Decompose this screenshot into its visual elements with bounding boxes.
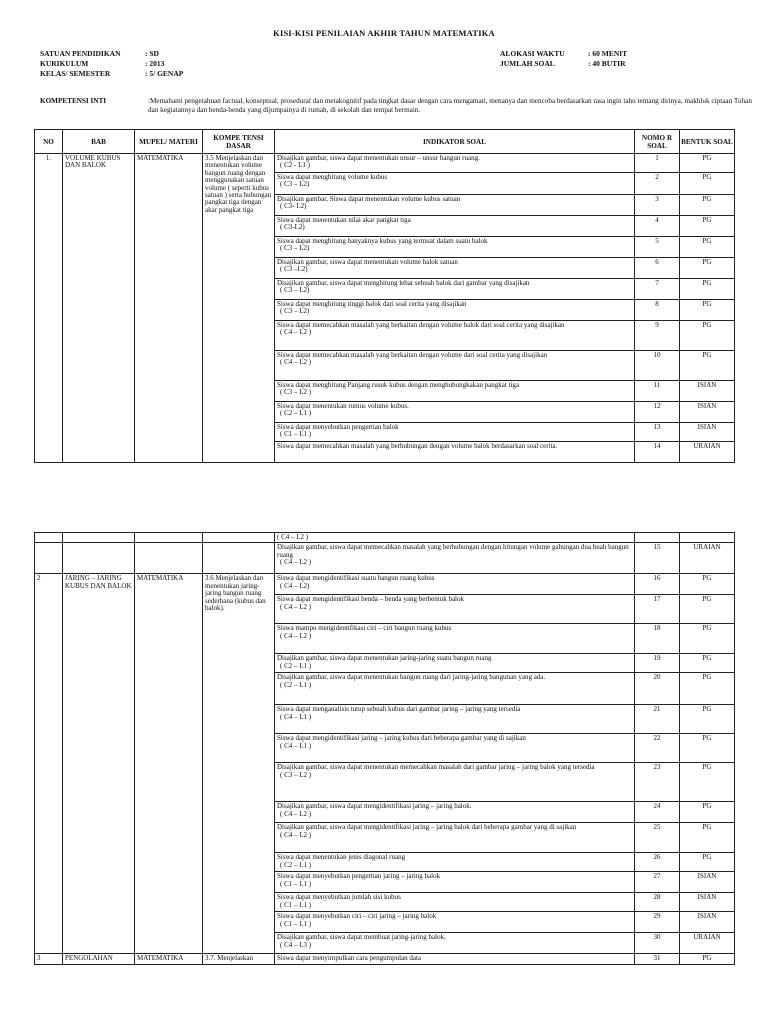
- kd-cell: 3.5 Menjelaskan dan menentukan volume bangun ruang dengan menggunakan satuan volume ( seperti kubus satuan ) serta hubungan pangkat tiga dengan akar pangkat tiga: [203, 154, 275, 463]
- table-row: [35, 954, 735, 965]
- indikator-text: Disajikan gambar, siswa dapat menentukan volume balok satuan: [277, 258, 458, 266]
- indikator-text: Siswa dapat menyebutkan jumlah sisi kubus: [277, 893, 401, 902]
- nomor-soal-cell: [635, 533, 680, 543]
- nomor-soal-cell: 26: [635, 853, 680, 872]
- bab-cell: [63, 533, 135, 543]
- indikator-level: ( C2 – L1 ): [280, 860, 312, 869]
- indikator-cell: [275, 705, 635, 734]
- nomor-soal-cell: 29: [635, 912, 680, 933]
- indikator-text: Siswa dapat menyebutkan pengertian balok: [277, 423, 399, 431]
- bab-cell: VOLUME KUBUS DAN BALOK: [63, 154, 135, 463]
- indikator-text: Disajikan gambar, siswa dapat menentukan unsur – unsur bangun ruang.: [277, 154, 480, 162]
- indikator-cell: [275, 173, 635, 195]
- bentuk-soal-cell: PG: [680, 595, 735, 624]
- meta-value: : 2013: [145, 59, 165, 68]
- indikator-level: ( C3 – L2): [280, 307, 310, 316]
- bentuk-soal-cell: PG: [680, 705, 735, 734]
- nomor-soal-cell: 6: [635, 258, 680, 279]
- nomor-soal-cell: 3: [635, 195, 680, 216]
- nomor-soal-cell: 17: [635, 595, 680, 624]
- indikator-level: ( C4 – L3 ): [280, 940, 312, 949]
- nomor-soal-cell: 12: [635, 402, 680, 423]
- document-title: KISI-KISI PENILAIAN AKHIR TAHUN MATEMATIKA: [273, 28, 495, 38]
- bentuk-soal-cell: PG: [680, 173, 735, 195]
- nomor-soal-cell: 2: [635, 173, 680, 195]
- indikator-level: ( C4 – L2 ): [280, 830, 312, 839]
- nomor-soal-cell: 14: [635, 442, 680, 463]
- bentuk-soal-cell: PG: [680, 624, 735, 654]
- nomor-soal-cell: 13: [635, 423, 680, 442]
- bentuk-soal-cell: PG: [680, 574, 735, 595]
- meta-value: : 5/ GENAP: [145, 69, 184, 78]
- indikator-text: Siswa dapat mengidentifikasi suatu bangun ruang kubus: [277, 574, 435, 583]
- nomor-soal-cell: 22: [635, 734, 680, 763]
- nomor-soal-cell: 19: [635, 654, 680, 673]
- nomor-soal-cell: 21: [635, 705, 680, 734]
- indikator-text: Siswa dapat memecahkan masalah yang berhubungan dengan volume balok berdasarkan soal cerita.: [277, 442, 558, 450]
- indikator-cell: [275, 300, 635, 321]
- indikator-cell: [275, 734, 635, 763]
- nomor-soal-cell: 8: [635, 300, 680, 321]
- kompetensi-inti: [40, 97, 755, 114]
- indikator-cell: [275, 673, 635, 705]
- indikator-cell: [275, 954, 635, 965]
- indikator-level: ( C4 – L2 ): [280, 328, 312, 337]
- meta-left: [40, 49, 183, 79]
- bab-cell: PENGOLAHAN: [63, 954, 135, 965]
- indikator-cell: [275, 872, 635, 893]
- indikator-level: ( C3 –L2): [280, 265, 308, 274]
- bentuk-soal-cell: PG: [680, 300, 735, 321]
- col-header-nomor: NOMO R SOAL: [635, 130, 680, 154]
- bentuk-soal-cell: PG: [680, 734, 735, 763]
- indikator-cell: [275, 442, 635, 463]
- meta-value: : 40 BUTIR: [588, 59, 626, 68]
- indikator-level: ( C4 – L1 ): [280, 741, 312, 750]
- indikator-text: Disajikan gambar, siswa dapat mengidentifikasi jaring – jaring balok dari beberapa gambar yang di sajikan: [277, 823, 577, 832]
- table-row: [35, 543, 735, 574]
- bentuk-soal-cell: [680, 533, 735, 543]
- no-cell: [35, 543, 63, 574]
- bentuk-soal-cell: PG: [680, 673, 735, 705]
- table-row: [35, 533, 735, 543]
- bentuk-soal-cell: PG: [680, 154, 735, 173]
- indikator-text: ( C4 – L2 ): [277, 533, 309, 541]
- nomor-soal-cell: 9: [635, 321, 680, 351]
- nomor-soal-cell: 11: [635, 381, 680, 402]
- indikator-cell: [275, 912, 635, 933]
- indikator-cell: [275, 423, 635, 442]
- meta-label: KURIKULUM: [40, 59, 89, 68]
- bentuk-soal-cell: PG: [680, 802, 735, 823]
- nomor-soal-cell: 23: [635, 763, 680, 802]
- kd-cell: [203, 543, 275, 574]
- nomor-soal-cell: 1: [635, 154, 680, 173]
- nomor-soal-cell: 28: [635, 893, 680, 912]
- table-row: [35, 574, 735, 595]
- col-header-bab: BAB: [63, 130, 135, 154]
- indikator-text: Siswa dapat menyebutkan pengertian jaring – jaring balok: [277, 872, 441, 881]
- nomor-soal-cell: 4: [635, 216, 680, 237]
- indikator-cell: [275, 654, 635, 673]
- nomor-soal-cell: 15: [635, 543, 680, 574]
- indikator-text: Siswa dapat menganalisis tutup sebuah kubus dari gambar jaring – jaring yang tersedia: [277, 705, 521, 714]
- indikator-text: Siswa dapat menghitung tinggi balok dari soal cerita yang disajikan: [277, 300, 467, 308]
- indikator-text: Siswa dapat menghitung Panjang rusuk kubus dengan menghubungkakan pangkat tiga: [277, 381, 520, 389]
- indikator-cell: [275, 237, 635, 258]
- indikator-cell: [275, 154, 635, 173]
- bentuk-soal-cell: ISIAN: [680, 912, 735, 933]
- indikator-cell: [275, 574, 635, 595]
- indikator-text: Siswa dapat mengidentifikasi benda – benda yang berbentuk balok: [277, 595, 465, 604]
- bentuk-soal-cell: PG: [680, 853, 735, 872]
- indikator-text: Disajikan gambar, siswa dapat menentukan bangun ruang dari jaring-jaring bangunan yang ada.: [277, 673, 546, 682]
- indikator-level: ( C3- L2): [280, 202, 307, 211]
- indikator-cell: [275, 402, 635, 423]
- indikator-cell: [275, 351, 635, 381]
- nomor-soal-cell: 5: [635, 237, 680, 258]
- indikator-text: Disajikan gambar, siswa dapat membuat jaring-jaring balok.: [277, 933, 446, 942]
- nomor-soal-cell: 18: [635, 624, 680, 654]
- indikator-text: Siswa dapat menentukan nilai akar pangkat tiga: [277, 216, 411, 224]
- mapel-cell: MATEMATIKA: [135, 954, 203, 965]
- mapel-cell: MATEMATIKA: [135, 574, 203, 954]
- col-header-indikator: INDIKATOR SOAL: [275, 130, 635, 154]
- mapel-cell: [135, 533, 203, 543]
- indikator-text: Siswa dapat menyebutkan ciri – ciri jaring – jaring balok: [277, 912, 437, 921]
- bentuk-soal-cell: PG: [680, 279, 735, 300]
- indikator-level: ( C2 – L1 ): [280, 680, 312, 689]
- bentuk-soal-cell: PG: [680, 823, 735, 853]
- bentuk-soal-cell: URAIAN: [680, 543, 735, 574]
- bentuk-soal-cell: URAIAN: [680, 442, 735, 463]
- meta-label: SATUAN PENDIDIKAN: [40, 49, 121, 58]
- indikator-level: ( C1 – L1 ): [280, 879, 312, 888]
- bentuk-soal-cell: PG: [680, 954, 735, 965]
- bentuk-soal-cell: PG: [680, 195, 735, 216]
- no-cell: 1.: [35, 154, 63, 463]
- no-cell: 2: [35, 574, 63, 954]
- indikator-cell: [275, 802, 635, 823]
- col-header-mapel: MUPEL/ MATERI: [135, 130, 203, 154]
- nomor-soal-cell: 27: [635, 872, 680, 893]
- bentuk-soal-cell: URAIAN: [680, 933, 735, 954]
- bentuk-soal-cell: PG: [680, 216, 735, 237]
- kd-cell: 3.7. Menjelaskan: [203, 954, 275, 965]
- bentuk-soal-cell: PG: [680, 654, 735, 673]
- no-cell: 3: [35, 954, 63, 965]
- nomor-soal-cell: 7: [635, 279, 680, 300]
- indikator-cell: [275, 933, 635, 954]
- col-header-kd: KOMPE TENSI DASAR: [203, 130, 275, 154]
- indikator-level: ( C3-L2): [280, 223, 305, 232]
- indikator-level: ( C3 – L2): [280, 244, 310, 253]
- meta-label: JUMLAH SOAL: [500, 59, 555, 68]
- col-header-bentuk: BENTUK SOAL: [680, 130, 735, 154]
- indikator-cell: [275, 216, 635, 237]
- indikator-text: Siswa dapat menyimpulkan cara pengumpulan data: [277, 954, 422, 963]
- indikator-cell: [275, 195, 635, 216]
- indikator-text: Siswa mampu mengidentifikasi ciri – ciri bangun ruang kubus: [277, 624, 452, 633]
- bentuk-soal-cell: PG: [680, 237, 735, 258]
- nomor-soal-cell: 31: [635, 954, 680, 965]
- indikator-text: Disajikan gambar, siswa dapat menghitung lebar sebuah balok dari gambar yang disajikan: [277, 279, 530, 287]
- indikator-text: Siswa dapat mengidentifikasi jaring – jaring kubus dari beberapa gambar yang di sajikan: [277, 734, 526, 743]
- kisi-table-page-1: [34, 129, 735, 463]
- indikator-level: ( C1 – L1 ): [280, 900, 312, 909]
- indikator-level: ( C2 - L1 ): [280, 161, 310, 170]
- meta-label: ALOKASI WAKTU: [500, 49, 565, 58]
- indikator-cell: [275, 624, 635, 654]
- indikator-level: ( C4 – L2 ): [280, 558, 312, 567]
- indikator-level: ( C2 – L1 ): [280, 409, 312, 418]
- indikator-level: ( C4 – L2 ): [280, 809, 312, 818]
- bentuk-soal-cell: PG: [680, 321, 735, 351]
- indikator-cell: [275, 893, 635, 912]
- kd-cell: [203, 533, 275, 543]
- bab-cell: [63, 543, 135, 574]
- indikator-text: Siswa dapat memecahkan masalah yang berkaitan dengan volume dari soal cerita yang disajikan: [277, 351, 548, 359]
- kd-cell: 3.6 Menjelaskan dan menentukan jaring-jaring bangun ruang sederhana (kubus dan balok).: [203, 574, 275, 954]
- meta-right: [500, 49, 627, 69]
- bentuk-soal-cell: ISIAN: [680, 402, 735, 423]
- mapel-cell: MATEMATIKA: [135, 154, 203, 463]
- indikator-level: ( C4 – L2 ): [280, 602, 312, 611]
- indikator-text: Siswa dapat menghitung banyaknya kubus yang termuat dalam suatu balok: [277, 237, 488, 245]
- indikator-text: Disajikan gambar, siswa dapat memecahkan masalah yang berhubungan dengan hitungan volume gabungan dua buah bangun ruang: [277, 543, 629, 559]
- indikator-cell: [275, 595, 635, 624]
- nomor-soal-cell: 10: [635, 351, 680, 381]
- bentuk-soal-cell: PG: [680, 763, 735, 802]
- indikator-level: ( C3 – L2 ): [280, 770, 312, 779]
- page-gap: [0, 480, 768, 524]
- indikator-level: ( C1 – L1 ): [280, 430, 312, 439]
- bentuk-soal-cell: PG: [680, 351, 735, 381]
- nomor-soal-cell: 24: [635, 802, 680, 823]
- indikator-text: Siswa dapat menentukan rumus volume kubus.: [277, 402, 409, 410]
- indikator-level: ( C3 – L2 ): [280, 388, 312, 397]
- indikator-cell: [275, 321, 635, 351]
- indikator-level: ( C2 – L1 ): [280, 661, 312, 670]
- meta-value: : SD: [145, 49, 159, 58]
- indikator-level: ( C4 – L2 ): [280, 631, 312, 640]
- indikator-cell: [275, 543, 635, 574]
- nomor-soal-cell: 30: [635, 933, 680, 954]
- indikator-text: Disajikan gambar, siswa dapat mengidentifikasi jaring – jaring balok.: [277, 802, 472, 811]
- document-page-2: [0, 532, 768, 1024]
- no-cell: [35, 533, 63, 543]
- indikator-level: ( C1 – L1 ): [280, 919, 312, 928]
- indikator-level: ( C4 – L2 ): [280, 358, 312, 367]
- indikator-cell: [275, 381, 635, 402]
- nomor-soal-cell: 20: [635, 673, 680, 705]
- indikator-text: Disajikan gambar, Siswa dapat menentukan volume kubus satuan: [277, 195, 461, 203]
- indikator-text: Siswa dapat memecahkan masalah yang berkaitan dengan volume balok dari soal cerita yang disajikan: [277, 321, 565, 329]
- indikator-level: ( C4 – L2): [280, 581, 310, 590]
- bentuk-soal-cell: ISIAN: [680, 381, 735, 402]
- bentuk-soal-cell: ISIAN: [680, 872, 735, 893]
- nomor-soal-cell: 25: [635, 823, 680, 853]
- table-row: [35, 154, 735, 173]
- bentuk-soal-cell: ISIAN: [680, 893, 735, 912]
- kisi-table-page-2: [34, 532, 735, 965]
- col-header-no: NO: [35, 130, 63, 154]
- meta-label: KELAS/ SEMESTER: [40, 69, 111, 78]
- indikator-cell: [275, 533, 635, 543]
- ki-label: KOMPETENSI INTI: [40, 97, 107, 105]
- indikator-cell: [275, 258, 635, 279]
- indikator-text: Disajikan gambar, siswa dapat menentukan jaring-jaring suatu bangun ruang: [277, 654, 492, 663]
- meta-value: : 60 MENIT: [588, 49, 628, 58]
- indikator-text: Disajikan gambar, siswa dapat menentukan memecahkan masalah dari gambar jaring – jaring balok yang tersedia: [277, 763, 595, 772]
- ki-text: :Memahami pengetahuan factual, konseptual, prosedural dan metakognitif pada tingkat dasar dengan cara mengamati, menanya dan mencoba berdasarkan rasa ingin tahu tentang dirinya, makhluk ciptaan Tuhan dan kegiatannya dan benda-benda yang dijumpainya di rumah, di sekolah dan tempat bermain.: [148, 97, 752, 114]
- document-page-1: [0, 0, 768, 480]
- indikator-cell: [275, 279, 635, 300]
- bentuk-soal-cell: ISIAN: [680, 423, 735, 442]
- indikator-level: ( C3 – L2): [280, 286, 310, 295]
- indikator-cell: [275, 763, 635, 802]
- indikator-level: ( C4 – L1 ): [280, 712, 312, 721]
- mapel-cell: [135, 543, 203, 574]
- nomor-soal-cell: 16: [635, 574, 680, 595]
- indikator-text: Siswa dapat menghitung volume kubus: [277, 173, 388, 181]
- indikator-text: Siswa dapat menentukan jenis diagonal ruang: [277, 853, 406, 862]
- indikator-cell: [275, 823, 635, 853]
- indikator-cell: [275, 853, 635, 872]
- indikator-level: ( C3 – L2): [280, 180, 310, 189]
- bab-cell: JARING – JARING KUBUS DAN BALOK: [63, 574, 135, 954]
- bentuk-soal-cell: PG: [680, 258, 735, 279]
